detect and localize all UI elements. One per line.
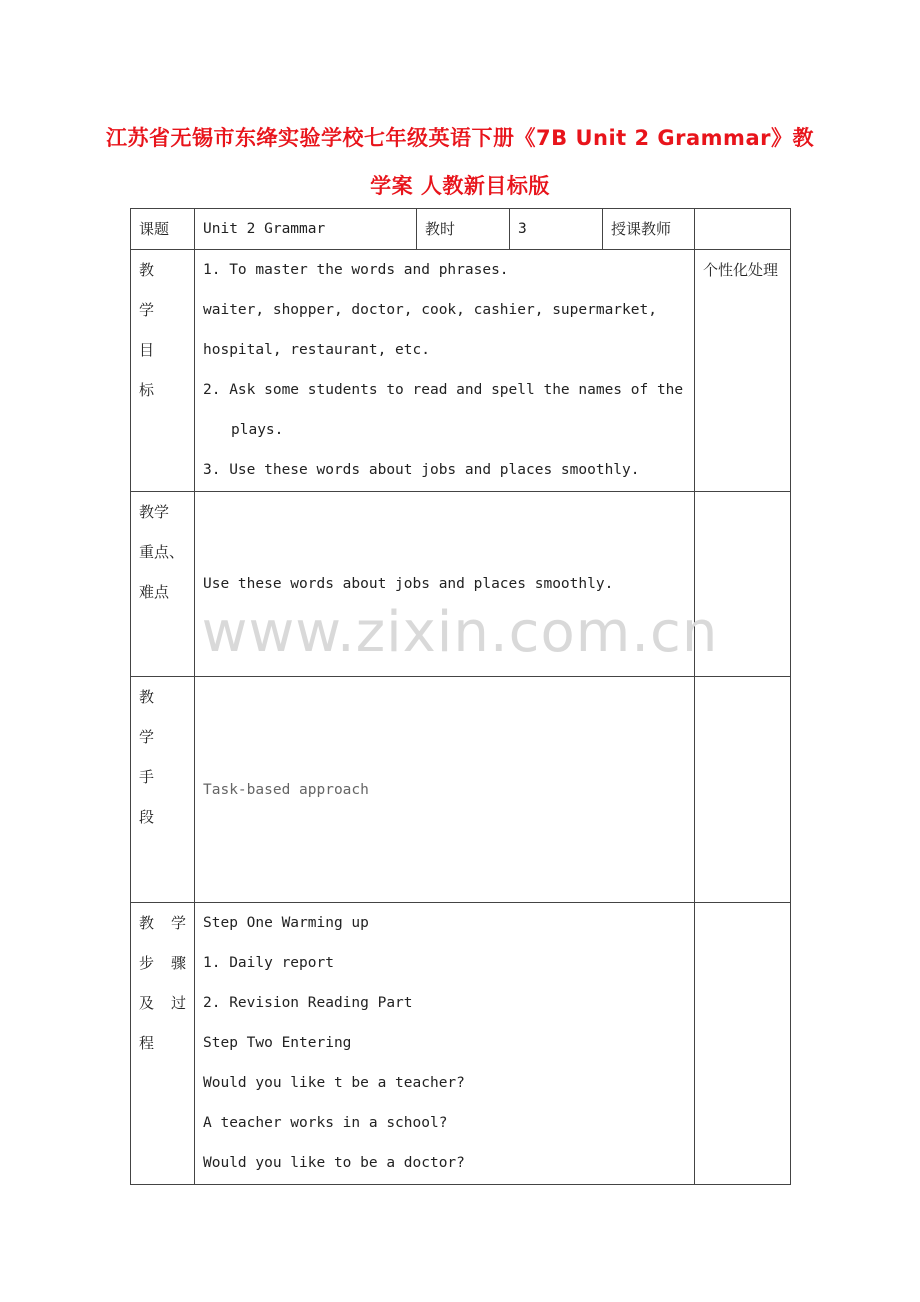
key-points-side [695, 492, 791, 677]
objectives-label: 教 学 目 标 [131, 250, 195, 492]
procedure-row [131, 903, 791, 1185]
procedure-line: 1. Daily report [203, 955, 334, 971]
document-title-line1: 江苏省无锡市东绛实验学校七年级英语下册《7B Unit 2 Grammar》教 [106, 126, 814, 150]
objective-line: 1. To master the words and phrases. [203, 262, 509, 278]
objective-line: 2. Ask some students to read and spell the names of the [203, 382, 684, 398]
objective-line: hospital, restaurant, etc. [203, 342, 430, 358]
key-points-row [131, 492, 791, 677]
teacher-value [695, 209, 791, 250]
period-label: 教时 [417, 209, 510, 250]
topic-value: Unit 2 Grammar [195, 209, 417, 250]
period-value: 3 [510, 209, 603, 250]
watermark: www.zixin.com.cn [201, 600, 719, 665]
procedure-content [195, 903, 695, 1185]
objectives-row [131, 250, 791, 492]
objective-line: plays. [231, 422, 284, 438]
methods-content: Task-based approach [195, 677, 695, 903]
document-title-line2: 学案 人教新目标版 [370, 174, 550, 198]
methods-label: 教 学 手 段 [131, 677, 195, 903]
topic-label: 课题 [131, 209, 195, 250]
lesson-plan-table [130, 208, 791, 1185]
procedure-line: Step Two Entering [203, 1035, 352, 1051]
procedure-line: A teacher works in a school? [203, 1115, 448, 1131]
key-points-content: Use these words about jobs and places smoothly. [195, 492, 695, 677]
procedure-line: Would you like to be a doctor? [203, 1155, 465, 1171]
procedure-side [695, 903, 791, 1185]
objective-line: waiter, shopper, doctor, cook, cashier, supermarket, [203, 302, 657, 318]
key-points-label: 教学 重点、 难点 [131, 492, 195, 677]
procedure-line: 2. Revision Reading Part [203, 995, 413, 1011]
teacher-label: 授课教师 [603, 209, 695, 250]
methods-row [131, 677, 791, 903]
objectives-content [195, 250, 695, 492]
header-row [131, 209, 791, 250]
procedure-label: 教 学 步 骤 及 过 程 [131, 903, 195, 1185]
procedure-line: Would you like t be a teacher? [203, 1075, 465, 1091]
personalization-label: 个性化处理 [695, 250, 791, 492]
methods-side [695, 677, 791, 903]
procedure-line: Step One Warming up [203, 915, 369, 931]
objective-line: 3. Use these words about jobs and places smoothly. [203, 462, 640, 478]
